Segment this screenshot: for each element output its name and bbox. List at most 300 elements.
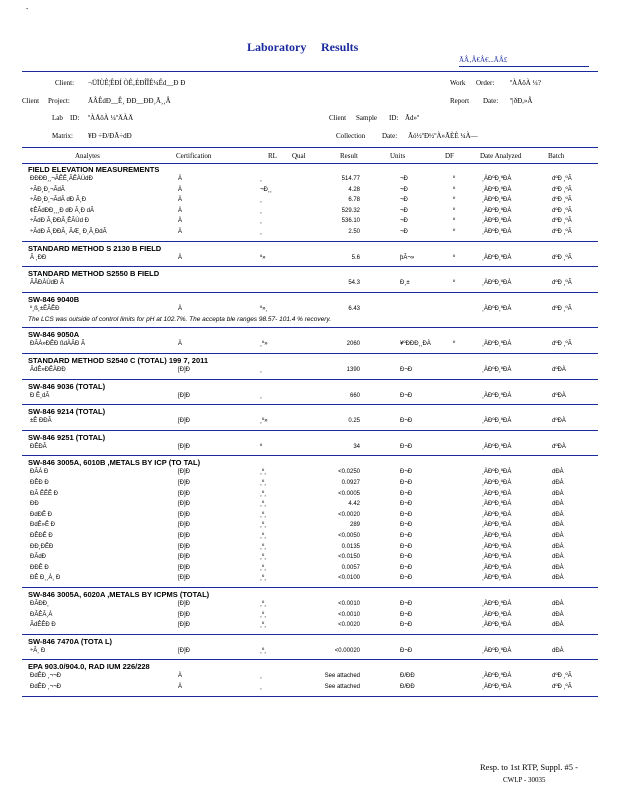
row-units: ¬Ð [400,176,408,182]
row-df: º [453,229,456,235]
row-units: ¬Ð [400,197,408,204]
row-batch: dºÐÀ [552,443,566,450]
row-date-analyzed: ¸ÀÐºÐ¸ºÐÀ [482,647,512,654]
matrix-label: Matrix: [52,132,73,140]
row-result: <0.0010 [338,601,360,607]
row-rl: ¸ [260,176,262,182]
work-order-value: ºÀÅõÀ ¼? [510,79,541,87]
column-header-bottom-rule [22,163,598,164]
row-date-analyzed: ¸ÀÐºÐ¸ºÐÀ [482,533,512,539]
row-batch: dºÐ ¸ºÃ [552,207,572,214]
row-date-analyzed: ¸ÀÐºÐ¸ºÐÀ [482,601,512,607]
row-batch: dºÐ ¸ºÃ [552,341,572,348]
row-date-analyzed: ¸ÀÐºÐ¸ºÐÀ [482,501,512,508]
row-certification: [Ð]Ð [178,601,190,607]
row-date-analyzed: ¸ÀÐºÐ¸ºÐÀ [482,367,512,373]
row-analyte: ÐÃÊÃ¸À [30,611,53,618]
row-batch: dºÐ ¸ºÃ [552,186,572,193]
row-date-analyzed: ¸ÀÐºÐ¸ºÐÀ [482,564,512,571]
client-sample-label-2: Sample [356,114,377,122]
row-units: Ð/ÐÐ [400,673,415,680]
row-result: 2.50 [348,229,360,235]
row-date-analyzed: ¸ÀÐºÐ¸ºÐÀ [482,673,512,680]
row-units: Ð¬Ð [400,522,413,529]
row-date-analyzed: ¸ÀÐºÐ¸ºÐÀ [482,392,512,399]
section-divider [22,327,598,328]
row-batch: dÐÀ [552,469,564,476]
row-certification: [Ð]Ð [178,564,190,571]
table-row [0,522,618,532]
section-heading: STANDARD METHOD S2550 B FIELD [28,269,160,279]
collection-label-2: Date: [382,132,398,140]
row-date-analyzed: ¸ÀÐºÐ¸ºÐÀ [482,341,512,348]
row-result: 289 [349,522,360,529]
table-row [0,554,618,564]
row-date-analyzed: ¸ÀÐºÐ¸ºÐÀ [482,684,512,690]
row-result: <0.0100 [338,575,360,582]
col-analytes: Analytes [75,152,100,160]
row-batch: dºÐ ¸ºÃ [552,197,572,204]
row-date-analyzed: ¸ÀÐºÐ¸ºÐÀ [482,611,512,618]
client-project-value: ÃÂÊdÐ__Ê¸ ÐÐ__ÐÐ¸Ã¸¸Â [88,97,171,105]
row-units: Ð¬Ð [400,443,413,450]
row-date-analyzed: ¸ÀÐºÐ¸ºÐÀ [482,511,512,518]
row-batch: dºÐÀ [552,392,566,399]
row-certification: [Ð]Ð [178,480,190,486]
section-divider [22,634,598,635]
table-row [0,418,618,428]
table-row [0,648,618,658]
table-row [0,601,618,611]
table-row [0,612,618,622]
row-certification: À [178,684,183,690]
client-label: Client: [55,79,75,87]
row-analyte: Ã ¸ÐÐ [30,254,47,261]
section-divider [22,292,598,293]
row-batch: dÐÀ [552,575,564,582]
section-heading: SW-846 3005A, 6020A ,METALS BY ICPMS (TOTAL) [28,590,210,599]
section-divider [22,587,598,588]
row-result: See attached [324,673,360,680]
client-sample-label: Client [329,114,347,122]
row-rl: ¸º¸ [260,533,267,539]
row-date-analyzed: ¸ÀÐºÐ¸ºÐÀ [482,469,512,476]
table-row [0,480,618,490]
row-analyte: ÃdÊÊÐ Ð [30,622,56,629]
row-analyte: ÷ÃdÐ Ã¸ÐÐÃ¸ ÃÆ¸ Ð¸Ã¸ÐdÃ [30,229,107,235]
row-analyte: ÐÃ ÊÊÊ Ð [30,490,59,497]
row-df: º [453,254,456,261]
row-analyte: º¸ß¸±ÊÃÊÐ [30,305,60,312]
row-certification: [Ð]Ð [178,622,190,629]
row-units: Ð¬Ð [400,490,413,497]
table-row [0,575,618,585]
row-result: 54.3 [348,280,360,287]
row-batch: dÐÀ [552,554,564,561]
row-analyte: ¢ÊÃdÐÐ¸¸¸Ð dÐ Ã¸Ð dÃ [30,207,95,214]
table-row [0,393,618,403]
row-certification: [Ð]Ð [178,469,190,476]
row-rl: ¸ [260,684,262,690]
row-analyte: ÷ÃÐ¸Ð¸¬ÃdÃ [30,186,65,193]
row-certification: À [178,229,183,235]
row-date-analyzed: ¸ÀÐºÐ¸ºÐÀ [482,207,512,214]
row-units: Ð/ÐÐ [400,684,415,690]
table-row [0,255,618,265]
row-analyte: ÷Ã¸ Ð [30,647,46,654]
table-row [0,197,618,207]
row-batch: dºÐ ¸ºÃ [552,229,572,235]
client-value: ¬ÜÏÙÊ¦ÊÐÍ ÒÊ‚ÉÐÎÎÊ¼Êd__Ð Ð [88,79,186,87]
garbled-top-right: ÃÂ‚Â€Â€...ÃÂ£ [459,56,508,64]
row-units: Ð¬Ð [400,511,413,518]
row-certification: [Ð]Ð [178,501,190,508]
row-date-analyzed: ¸ÀÐºÐ¸ºÐÀ [482,305,512,312]
row-result: 529.32 [341,207,360,214]
row-batch: dÐÀ [552,490,564,497]
table-row [0,622,618,632]
row-rl: ¸º¸ [260,622,267,629]
section-divider [22,659,598,660]
row-analyte: ÐÊÐÃ [30,443,47,450]
row-rl: ¸º» [260,341,268,348]
row-date-analyzed: ¸ÀÐºÐ¸ºÐÀ [482,522,512,529]
row-result: 536.10 [341,218,360,225]
row-batch: dºÐ ¸ºÃ [552,176,572,182]
row-rl: ¸º¸ [260,469,267,476]
row-result: 2060 [346,341,360,348]
matrix-value: ¥Ð ÷Ð/ÐÃ÷dÐ [88,132,132,140]
table-row [0,280,618,290]
section-heading: SW-846 9251 (TOTAL) [28,432,106,442]
row-units: ¬Ð [400,186,408,193]
row-certification: À [178,305,183,312]
row-result: 0.0135 [341,543,360,550]
row-result: 0.25 [348,418,360,425]
row-batch: dÐÀ [552,564,564,571]
row-batch: dÐÀ [552,522,564,529]
row-date-analyzed: ¸ÀÐºÐ¸ºÐÀ [482,418,512,425]
table-row [0,229,618,239]
row-date-analyzed: ¸ÀÐºÐ¸ºÐÀ [482,490,512,497]
client-sample-value: Ãd»º [405,114,420,122]
table-row [0,491,618,501]
row-rl: ¸ [260,207,262,214]
section-heading: STANDARD METHOD S 2130 B FIELD [28,243,162,253]
row-certification: [Ð]Ð [178,522,190,529]
row-rl: º [260,443,263,450]
section-divider [22,430,598,431]
row-rl: ¸º¸ [260,647,267,654]
row-units: Ð¬Ð [400,611,413,618]
row-certification: [Ð]Ð [178,554,190,561]
row-analyte: ÃÂÐÀÙdÐ Ã [30,280,65,287]
client-sample-label-3: ID: [389,114,399,122]
row-df: º [453,197,456,204]
table-row [0,673,618,683]
col-units: Units [390,152,406,160]
row-result: <0.0005 [338,490,360,497]
row-date-analyzed: ¸ÀÐºÐ¸ºÐÀ [482,218,512,225]
row-result: 1390 [346,367,360,373]
section-heading: SW-846 7470A (TOTA L) [28,636,113,646]
row-batch: dºÐÀ [552,367,566,373]
row-result: <0.0050 [338,533,360,539]
row-date-analyzed: ¸ÀÐºÐ¸ºÐÀ [482,480,512,486]
row-analyte: ÐÊ Ð¸¸À¸ Ð [30,575,61,582]
collection-value: Ãó½ºÐ½ºÀ»ÃÈÈ ¼À— [408,132,478,140]
footer-resp: Resp. to 1st RTP, Suppl. #5 - [480,762,578,772]
row-rl: ¸º¸ [260,601,267,607]
row-result: 0.0927 [341,480,360,486]
row-analyte: ÐÐÊ Ð [30,564,49,571]
row-certification: [Ð]Ð [178,533,190,539]
section-heading: SW-846 9036 (TOTAL) [28,381,106,391]
row-certification: [Ð]Ð [178,490,190,497]
row-analyte: ÐdÐÊ Ð [30,511,53,518]
row-certification: À [178,341,183,348]
row-result: <0.0020 [338,622,360,629]
row-batch: dÐÀ [552,480,564,486]
row-rl: ¸º¸ [260,543,267,550]
row-date-analyzed: ¸ÀÐºÐ¸ºÐÀ [482,543,512,550]
row-result: 660 [349,392,360,399]
row-batch: dÐÀ [552,533,564,539]
row-units: Ð¬Ð [400,564,413,571]
top-right-rule [459,66,589,67]
row-analyte: ÐdÊ»Ê Ð [30,522,56,529]
table-row [0,187,618,197]
section-heading: SW-846 3005A, 6010B ,METALS BY ICP (TO TAL) [28,458,201,468]
col-rl: RL [268,152,277,160]
row-batch: dÐÀ [552,647,564,654]
section-divider [22,379,598,380]
row-units: Ð¬Ð [400,392,413,399]
row-rl: ¸º¸ [260,480,267,486]
row-certification: [Ð]Ð [178,418,190,425]
row-analyte: ÐÃÐÐ¸ [30,601,49,607]
row-units: Ð¬Ð [400,647,413,654]
row-units: Ð¬Ð [400,418,413,425]
table-row [0,367,618,377]
row-units: Ð¬Ð [400,543,413,550]
row-rl: ¸ [260,218,262,225]
col-result: Result [340,152,358,160]
section-divider [22,404,598,405]
row-analyte: ÐÊÐÊ Ð [30,533,53,539]
table-row [0,684,618,694]
col-batch: Batch [548,152,565,160]
section-heading: EPA 903.0/904.0, RAD IUM 226/228 [28,662,150,672]
row-units: Ð¬Ð [400,533,413,539]
row-rl: ¸º¸ [260,501,267,508]
row-rl: ¸º¸ [260,490,267,497]
row-units: Ð¬Ð [400,554,413,561]
row-batch: dºÐ ¸ºÃ [552,280,572,287]
row-units: Ð¬Ð [400,501,413,508]
row-date-analyzed: ¸ÀÐºÐ¸ºÐÀ [482,186,512,193]
client-project-label-2: Project: [48,97,70,105]
row-analyte: ÐdÊÐ ¸¬¬Ð [30,684,62,690]
row-rl: ¸ [260,229,262,235]
row-date-analyzed: ¸ÀÐºÐ¸ºÐÀ [482,554,512,561]
section-heading: SW-846 9214 (TOTAL) [28,407,106,417]
row-date-analyzed: ¸ÀÐºÐ¸ºÐÀ [482,176,512,182]
row-analyte: ÐÃdÐ [30,554,47,561]
row-units: Ð¸± [400,280,410,287]
row-batch: dºÐ ¸ºÃ [552,254,572,261]
row-analyte: ÐÃÀ»ÐÊÐ ßdÀÃÐ Ã [30,341,86,348]
table-row [0,341,618,351]
row-batch: dÐÀ [552,611,564,618]
row-date-analyzed: ¸ÀÐºÐ¸ºÐÀ [482,229,512,235]
row-date-analyzed: ¸ÀÐºÐ¸ºÐÀ [482,197,512,204]
corner-mark: - [26,6,29,13]
report-date-value: º|ðÐ,»Â [510,97,533,105]
row-batch: dÐÀ [552,622,564,629]
row-units: þÃ¬» [400,254,415,261]
row-result: 6.43 [348,305,360,312]
table-row [0,176,618,186]
work-order-label-2: Order: [476,79,495,87]
row-rl: ¸º¸ [260,575,267,582]
row-date-analyzed: ¸ÀÐºÐ¸ºÐÀ [482,254,512,261]
row-analyte: ÐÐÐÐ¸¸¬ÃÊÊ¸ÃÊÀÙdÐ [30,176,93,182]
row-result: <0.0150 [338,554,360,561]
row-date-analyzed: ¸ÀÐºÐ¸ºÐÀ [482,575,512,582]
row-batch: dÐÀ [552,511,564,518]
row-result: See attached [324,684,360,690]
section-divider [22,266,598,267]
row-certification: [Ð]Ð [178,443,190,450]
row-certification: [Ð]Ð [178,575,190,582]
row-rl: ¸ [260,197,262,204]
row-analyte: ÐÐ¸ÐÊÐ [30,543,54,550]
title-results: Results [321,40,359,54]
row-analyte: ±Ê ÐÐÃ [30,418,52,425]
table-row [0,512,618,522]
table-row [0,218,618,228]
row-rl: ¸º¸ [260,554,267,561]
section-note: The LCS was outside of control limits for pH at 102.7%. The accepta ble ranges 98.57- 101.4 % recovery. [28,316,332,324]
row-certification: [Ð]Ð [178,511,190,518]
header-top-rule [22,71,598,72]
row-batch: dºÐ ¸ºÃ [552,684,572,690]
row-units: Ð¬Ð [400,575,413,582]
row-result: 514.77 [341,176,360,182]
row-units: ¥ºÐÐÐ¸¸ÐÀ [400,341,431,348]
row-batch: dºÐÀ [552,418,566,425]
row-certification: À [178,207,183,214]
row-df: º [453,207,456,214]
row-rl: ¸º¸ [260,611,267,618]
row-certification: À [178,197,183,204]
section-heading: SW-846 9040B [28,294,80,304]
section-heading: FIELD ELEVATION MEASUREMENTS [28,165,160,174]
row-certification: À [178,176,183,182]
row-result: <0.00020 [334,647,360,654]
collection-label: Collection [336,132,366,140]
section-divider [22,455,598,456]
row-batch: dºÐ ¸ºÃ [552,305,572,312]
row-analyte: ÷ÃdÐ Ã¸ÐÐÃ¸ÊÃÙd Ð [30,218,89,225]
row-rl: ¸ [260,673,262,680]
column-header-top-rule [22,147,598,148]
row-rl: ¸º¸ [260,522,267,529]
section-divider [22,353,598,354]
section-divider [22,241,598,242]
row-rl: º» [260,254,266,261]
row-rl: º»¸ [260,305,268,312]
row-result: <0.0010 [338,611,360,618]
lab-id-value: ºÀÅõÀ ¼ºÄÀÄ [88,114,134,122]
lab-id-label: Lab [52,114,63,122]
row-result: 5.6 [351,254,360,261]
row-units: ¬Ð [400,218,408,225]
row-df: º [453,186,456,193]
table-row [0,469,618,479]
row-units: Ð¬Ð [400,469,413,476]
row-certification: [Ð]Ð [178,543,190,550]
row-rl: ¸ [260,367,262,373]
row-batch: dºÐ ¸ºÃ [552,673,572,680]
report-date-label: Report [450,97,470,105]
row-units: Ð¬Ð [400,480,413,486]
row-df: º [453,176,456,182]
table-row [0,533,618,543]
row-units: ¬Ð [400,207,408,214]
section-heading: SW-846 9050A [28,330,80,340]
row-analyte: ÷ÃÐ¸Ð¸¬ÃdÃ dÐ Ã¸Ð [30,197,87,204]
table-row [0,544,618,554]
row-certification: [Ð]Ð [178,647,190,654]
title-laboratory: Laboratory [247,40,307,54]
footer-doc-id: CWLP - 30035 [503,776,546,784]
row-analyte: ÃdÊ»ÐÊÀÐÐ [30,367,66,373]
col-qual: Qual [292,152,306,160]
work-order-label: Work [450,79,466,87]
section-divider [22,696,598,697]
row-batch: dÐÀ [552,601,564,607]
report-date-label-2: Date: [483,97,499,105]
row-analyte: Ð Ê¸dÃ [30,392,50,399]
col-certification: Certification [176,152,212,160]
row-batch: dÐÀ [552,501,564,508]
table-row [0,208,618,218]
row-result: 4.28 [348,186,360,193]
col-date-analyzed: Date Analyzed [480,152,522,160]
row-certification: [Ð]Ð [178,392,190,399]
row-units: Ð¬Ð [400,601,413,607]
row-rl: ¸º¸ [260,564,267,571]
row-batch: dÐÀ [552,543,564,550]
row-certification: À [178,254,183,261]
row-units: Ð¬Ð [400,622,413,629]
row-rl: ¸º¸ [260,511,267,518]
row-result: <0.0020 [338,511,360,518]
table-row [0,444,618,454]
row-df: º [453,280,456,287]
col-df: DF [445,152,454,160]
client-project-label: Client [22,97,40,105]
row-rl: ¬Ð¸¸ [260,186,272,193]
lab-id-label-2: ID: [70,114,80,122]
row-units: ¬Ð [400,229,408,235]
row-analyte: ÐdÊÐ ¸¬¬Ð [30,673,62,680]
table-row [0,565,618,575]
row-certification: À [178,186,183,193]
row-date-analyzed: ¸ÀÐºÐ¸ºÐÀ [482,443,512,450]
